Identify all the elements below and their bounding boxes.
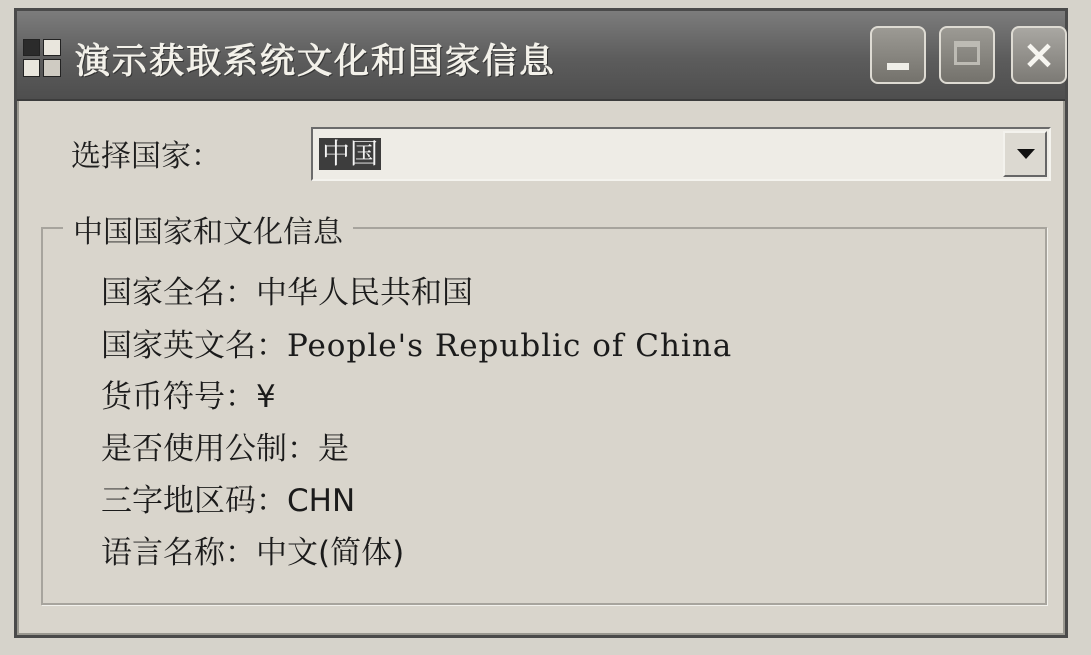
info-row-english-name [101,326,732,366]
chevron-down-icon [1017,149,1035,159]
maximize-icon [954,41,980,65]
minimize-button[interactable] [870,26,926,84]
info-row-currency-symbol [101,377,276,417]
country-info-group [41,215,1047,605]
info-row-region-code [101,481,355,521]
info-value: People's Republic of China [287,328,733,364]
info-label: 三字地区码： [101,483,287,519]
app-window [14,8,1068,638]
info-value: 中华人民共和国 [256,275,473,311]
info-value: 是 [318,431,349,467]
minimize-icon [887,63,909,70]
info-label: 语言名称： [101,535,256,571]
maximize-button[interactable] [939,26,995,84]
country-info-group-title: 中国国家和文化信息 [63,207,353,251]
info-value: 中文(简体) [256,535,405,571]
info-row-language-name [101,533,404,573]
info-label: 货币符号： [101,379,256,415]
close-button[interactable] [1011,26,1067,84]
title-bar[interactable] [17,11,1065,101]
info-label: 国家英文名： [101,328,287,364]
info-label: 国家全名： [101,275,256,311]
window-title: 演示获取系统文化和国家信息 [75,41,557,82]
country-select[interactable] [311,127,1051,181]
close-icon: × [1022,32,1056,78]
info-value: CHN [287,483,356,519]
info-row-full-name [101,273,473,313]
client-area [17,99,1065,635]
country-select-value: 中国 [319,138,381,170]
app-window-icon[interactable] [23,39,61,77]
info-label: 是否使用公制： [101,431,318,467]
country-select-dropdown-button[interactable] [1003,131,1047,177]
info-row-metric [101,429,349,469]
info-value: ¥ [256,379,276,415]
country-select-label: 选择国家： [71,139,221,174]
